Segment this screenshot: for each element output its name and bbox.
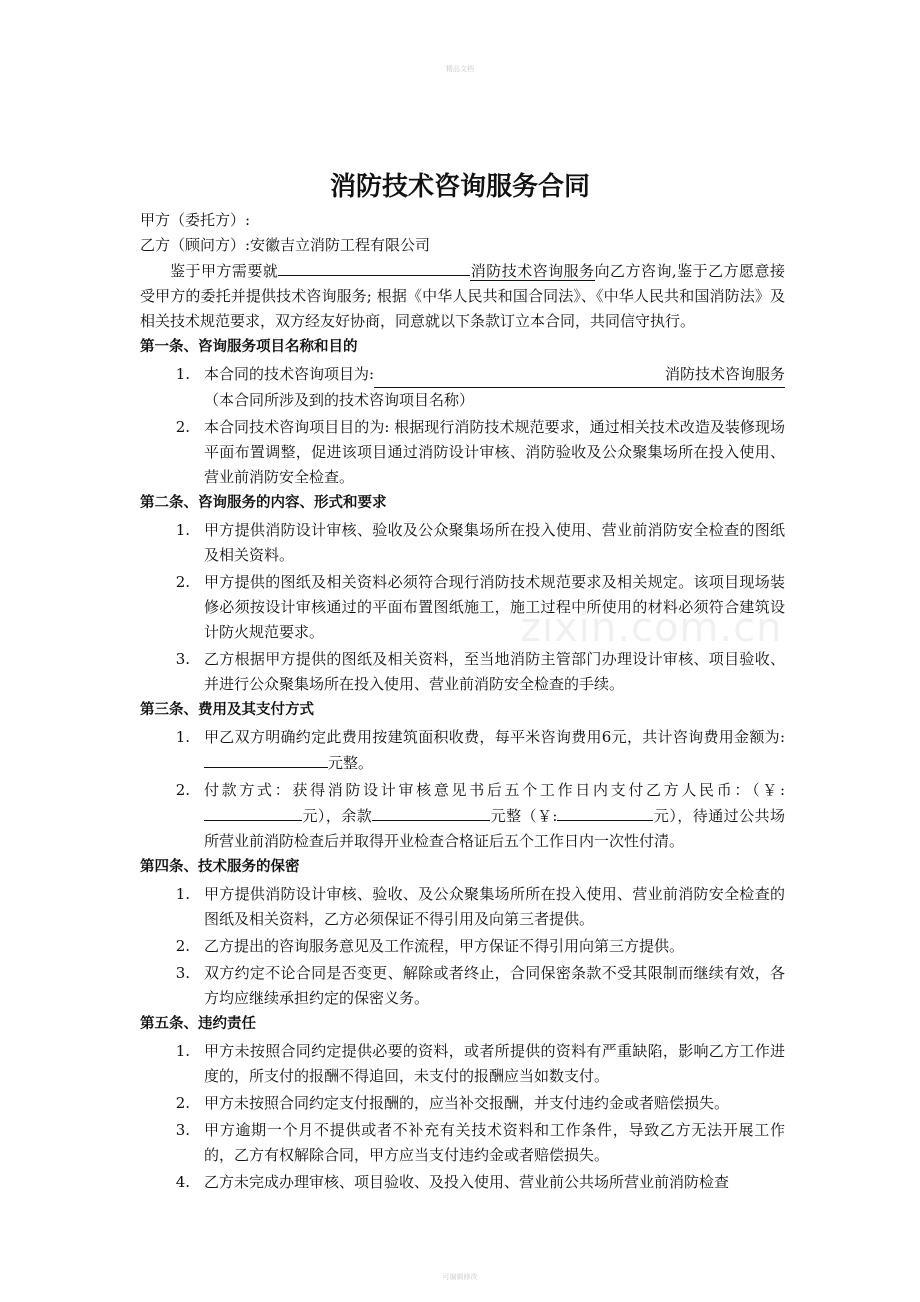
item-text: 甲方未按照合同约定提供必要的资料，或者所提供的资料有严重缺陷，影响乙方工作进度的，所支付的报酬不得追回，未支付的报酬应当如数支付。 <box>204 1042 785 1085</box>
item-text: 甲方逾期一个月不提供或者不补充有关技术资料和工作条件，导致乙方无法开展工作的，乙方有权解除合同，甲方应当支付违约金或者赔偿损失。 <box>204 1121 785 1164</box>
item-text: 乙方根据甲方提供的图纸及相关资料，至当地消防主管部门办理设计审核、项目验收、并进行公众聚集场所在投入使用、营业前消防安全检查的手续。 <box>204 650 785 693</box>
section-heading: 第二条、咨询服务的内容、形式和要求 <box>140 495 387 511</box>
item-text: 甲方未按照合同约定支付报酬的，应当补交报酬，并支付违约金或者赔偿损失。 <box>204 1094 730 1112</box>
contract-body <box>140 208 785 1195</box>
list-item <box>140 882 785 932</box>
list-item <box>140 961 785 1011</box>
page-footer: 可编辑修改 <box>442 1273 478 1281</box>
fee-suffix: 元整。 <box>328 754 374 772</box>
blank-line <box>372 803 490 821</box>
list-item <box>140 934 785 959</box>
item-text: 本合同技术咨询项目目的为: 根据现行消防技术规范要求，通过相关技术改造及装修现场平面布置调整，促进该项目通过消防设计审核、消防验收及公众聚集场所在投入使用、营业前消防安全检查。 <box>204 418 785 486</box>
item-note: （本合同所涉及到的技术咨询项目名称） <box>204 391 475 409</box>
item-number: 3. <box>175 650 190 668</box>
payment-text-c: 元整（￥: <box>490 807 558 825</box>
list-item <box>140 778 785 854</box>
party-a: 甲方（委托方）: <box>140 211 251 229</box>
list-item <box>140 362 785 413</box>
section-heading: 第一条、咨询服务项目名称和目的 <box>140 339 358 355</box>
payment-text-b: 元），余款 <box>302 807 373 825</box>
item-subject: 消防技术咨询服务 <box>374 362 785 388</box>
item-number: 2. <box>175 573 190 591</box>
item-number: 3. <box>175 964 190 982</box>
fee-text: 甲乙双方明确约定此费用按建筑面积收费，每平米咨询费用6元，共计咨询费用金额为: <box>204 728 785 746</box>
item-number: 2. <box>175 781 190 799</box>
list-item <box>140 1118 785 1168</box>
page-title: 消防技术咨询服务合同 <box>329 172 590 202</box>
list-item <box>140 415 785 490</box>
item-number: 2. <box>175 937 190 955</box>
item-text: 乙方未完成办理审核、项目验收、及投入使用、营业前公共场所营业前消防检查 <box>204 1173 730 1191</box>
intro-rest: 向乙方咨询,鉴于乙方愿意接受甲方的委托并提供技术咨询服务; 根据《中华人民共和国合同法》、《中华人民共和国消防法》及相关技术规范要求，双方经友好协商，同意就以下条款订立本合同，共同信守执行。 <box>140 262 785 330</box>
section-heading: 第四条、技术服务的保密 <box>140 859 300 875</box>
item-text: 甲方提供消防设计审核、验收、及公众聚集场所所在投入使用、营业前消防安全检查的图纸及相关资料，乙方必须保证不得引用及向第三者提供。 <box>204 885 785 928</box>
item-number: 1. <box>175 1042 190 1060</box>
blank-line <box>278 258 470 276</box>
item-number: 1. <box>175 728 190 746</box>
list-item <box>140 1039 785 1089</box>
intro-prefix: 鉴于甲方需要就 <box>170 262 279 280</box>
list-item <box>140 1091 785 1116</box>
item-text: 甲方提供消防设计审核、验收及公众聚集场所在投入使用、营业前消防安全检查的图纸及相关资料。 <box>204 521 785 564</box>
list-item <box>140 647 785 697</box>
item-text: 乙方提出的咨询服务意见及工作流程，甲方保证不得引用向第三方提供。 <box>204 937 685 955</box>
item-text: 双方约定不论合同是否变更、解除或者终止，合同保密条款不受其限制而继续有效，各方均应继续承担约定的保密义务。 <box>204 964 785 1007</box>
item-number: 1. <box>175 365 190 383</box>
item-text <box>204 362 785 413</box>
list-item <box>140 518 785 568</box>
blank-line <box>557 803 653 821</box>
blank-line <box>204 803 302 821</box>
item-text <box>204 778 785 854</box>
item-number: 3. <box>175 1121 190 1139</box>
intro-paragraph <box>140 258 785 334</box>
section-heading: 第五条、违约责任 <box>140 1016 256 1032</box>
item-prefix: 本合同的技术咨询项目为: <box>204 365 375 383</box>
item-number: 2. <box>175 418 190 436</box>
item-number: 1. <box>175 521 190 539</box>
party-b: 乙方（顾问方）:安徽吉立消防工程有限公司 <box>140 236 431 254</box>
item-text: 甲方提供的图纸及相关资料必须符合现行消防技术规范要求及相关规定。该项目现场装修必须按设计审核通过的平面布置图纸施工，施工过程中所使用的材料必须符合建筑设计防火规范要求。 <box>204 573 785 641</box>
list-item <box>140 725 785 776</box>
page-header: 精品文档 <box>446 65 474 73</box>
item-number: 1. <box>175 885 190 903</box>
payment-text-a: 付款方式：获得消防设计审核意见书后五个工作日内支付乙方人民币：（￥: <box>204 781 785 799</box>
payment-text-d: 元），待通过公共场所营业前消防检查后并取得开业检查合格证后五个工作日内一次性付清。 <box>204 807 785 850</box>
item-number: 4. <box>175 1173 190 1191</box>
watermark: zixin.com.cn <box>520 605 783 651</box>
section-heading: 第三条、费用及其支付方式 <box>140 702 314 718</box>
item-text <box>204 725 785 776</box>
list-item <box>140 1170 785 1195</box>
blank-line <box>204 750 328 768</box>
item-number: 2. <box>175 1094 190 1112</box>
intro-subject: 消防技术咨询服务 <box>470 262 595 280</box>
